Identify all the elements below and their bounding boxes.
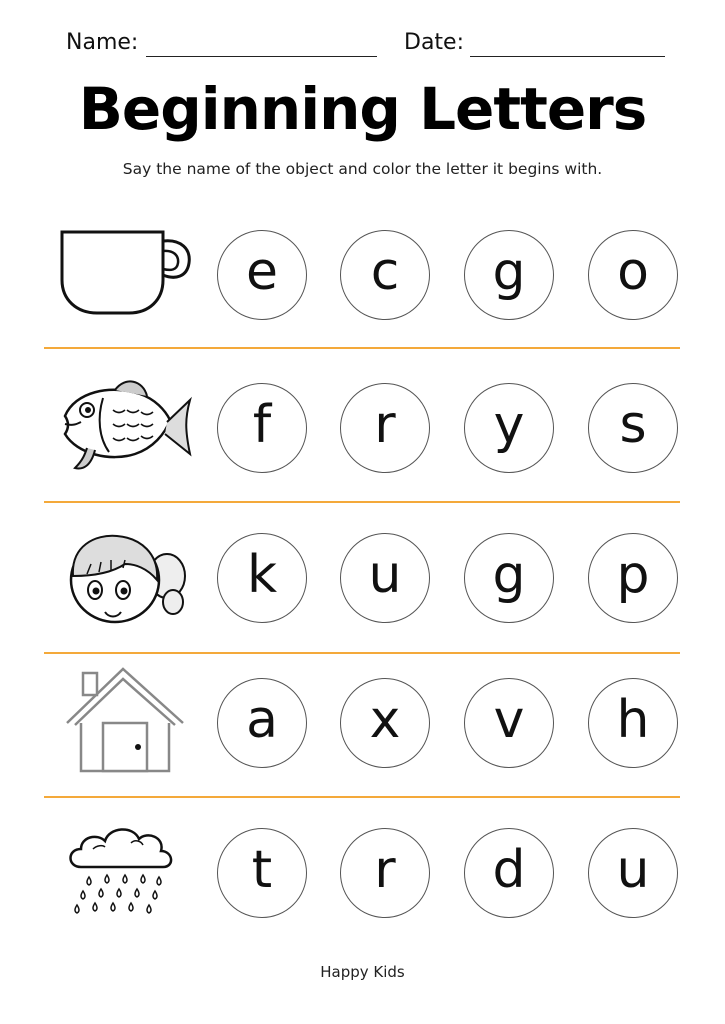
- girl-icon: [55, 528, 195, 628]
- letter-choice[interactable]: d: [464, 828, 554, 918]
- letter-choice[interactable]: t: [217, 828, 307, 918]
- letter-choice[interactable]: y: [464, 383, 554, 473]
- letter-choice[interactable]: p: [588, 533, 678, 623]
- letter-choice[interactable]: h: [588, 678, 678, 768]
- name-label: Name:: [66, 30, 139, 55]
- worksheet-row: [0, 528, 725, 628]
- letter-choice[interactable]: e: [217, 230, 307, 320]
- row-divider: [44, 796, 680, 798]
- date-label: Date:: [404, 30, 464, 55]
- page-title: Beginning Letters: [78, 75, 647, 143]
- letter-choice[interactable]: k: [217, 533, 307, 623]
- letter-choice[interactable]: g: [464, 533, 554, 623]
- date-field[interactable]: [470, 56, 665, 57]
- letter-choice[interactable]: u: [340, 533, 430, 623]
- worksheet-row: [0, 225, 725, 325]
- letter-choice[interactable]: g: [464, 230, 554, 320]
- worksheet-row: [0, 673, 725, 773]
- row-divider: [44, 652, 680, 654]
- rain-cloud-icon: [55, 823, 195, 923]
- instructions: Say the name of the object and color the letter it begins with.: [122, 160, 603, 178]
- footer-brand: Happy Kids: [320, 963, 405, 981]
- cup-icon: [55, 225, 195, 325]
- row-divider: [44, 347, 680, 349]
- letter-choice[interactable]: f: [217, 383, 307, 473]
- letter-choice[interactable]: r: [340, 828, 430, 918]
- letter-choice[interactable]: x: [340, 678, 430, 768]
- letter-choice[interactable]: s: [588, 383, 678, 473]
- letter-choice[interactable]: c: [340, 230, 430, 320]
- letter-choice[interactable]: o: [588, 230, 678, 320]
- letter-choice[interactable]: a: [217, 678, 307, 768]
- worksheet-row: [0, 378, 725, 478]
- letter-choice[interactable]: r: [340, 383, 430, 473]
- name-field[interactable]: [146, 56, 377, 57]
- house-icon: [55, 665, 195, 775]
- letter-choice[interactable]: v: [464, 678, 554, 768]
- row-divider: [44, 501, 680, 503]
- fish-icon: [55, 378, 195, 478]
- worksheet-row: [0, 823, 725, 923]
- letter-choice[interactable]: u: [588, 828, 678, 918]
